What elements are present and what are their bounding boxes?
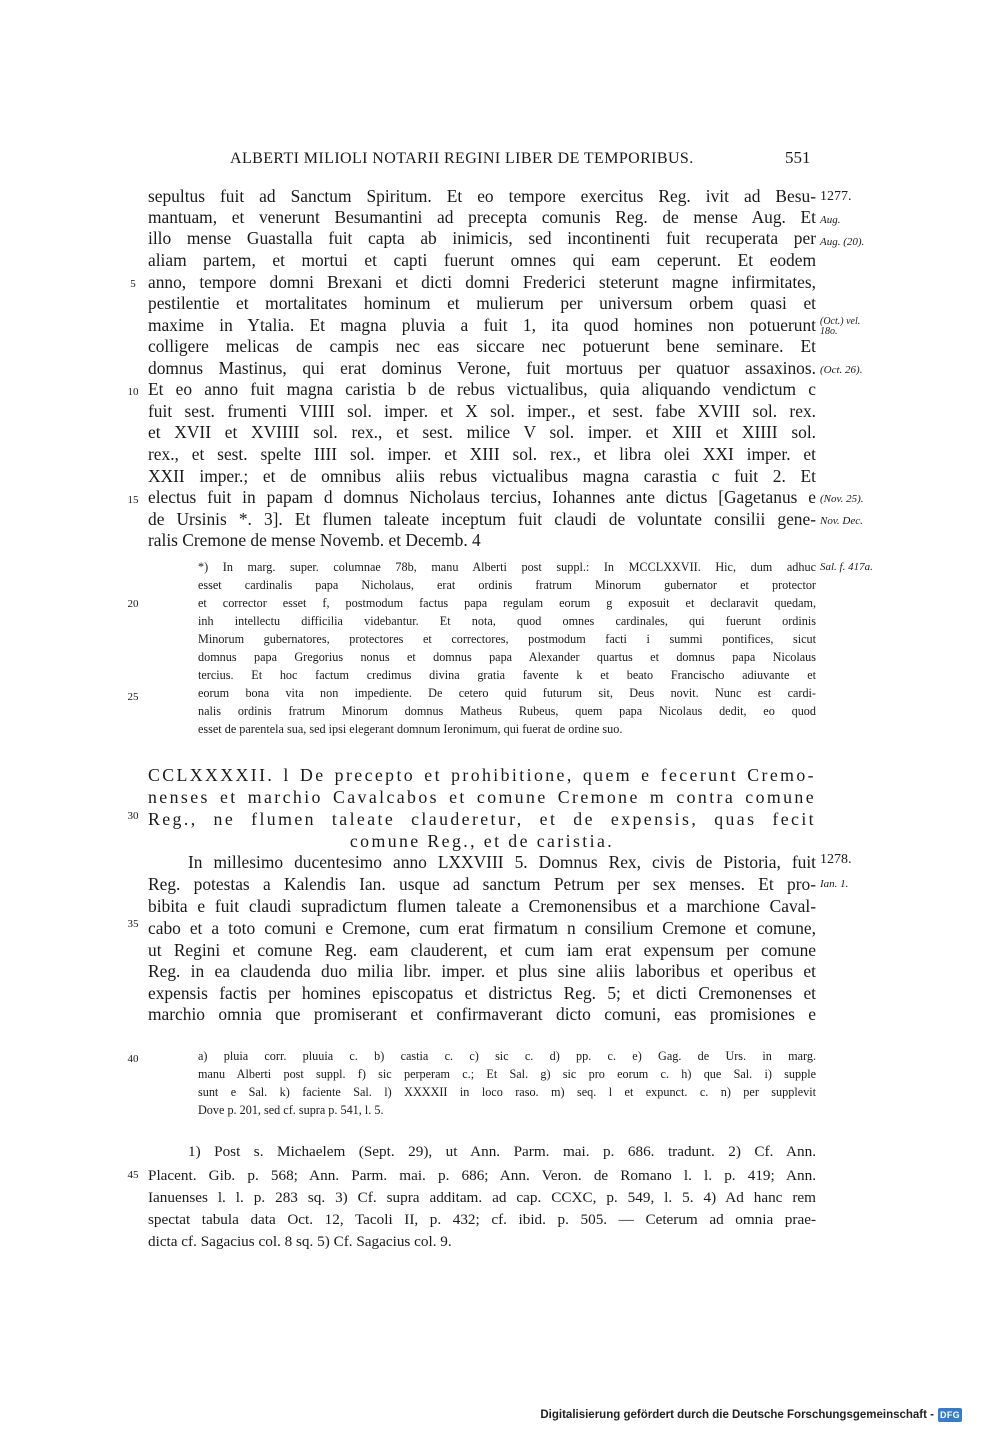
addition-line: inh intellectu difficilia videbantur. Et nota, quod omnes cardinales, qui fuerunt ordinis: [198, 614, 816, 628]
text-line: de Ursinis *. 3]. Et flumen taleate inceptum fuit claudi de voluntate consilii gene-: [148, 509, 816, 529]
text-line: cabo et a toto comuni e Cremone, cum erat firmatum n consilium Cremone et comune,: [148, 918, 816, 938]
addition-line: esset de parentela sua, sed ipsi elegerant domnum Ieronimum, qui fuerat de ordine suo.: [198, 722, 623, 736]
dfg-logo: DFG: [938, 1408, 962, 1422]
addition-line: domnus papa Gregorius nonus et domnus papa Alexander quartus et domnus papa Nicolaus: [198, 650, 816, 664]
running-header: ALBERTI MILIOLI NOTARII REGINI LIBER DE TEMPORIBUS.: [230, 150, 694, 167]
critical-note: manu Alberti post suppl. f) sic perperam c.; Et Sal. g) sic pro eorum c. h) que Sal. i) supple: [198, 1067, 816, 1081]
text-line: Reg. in ea claudenda duo milia libr. imper. et plus sine aliis laboribus et operibus et: [148, 961, 816, 981]
text-line: domnus Mastinus, qui erat dominus Verone, fuit mortuus per quatuor assaxinos.: [148, 358, 816, 378]
addition-line: et corrector esset f, postmodum factus papa regulam eorum g exposuit et declaravit quedam,: [198, 596, 816, 610]
text-line: electus fuit in papam d domnus Nicholaus tercius, Iohannes ante dictus [Gagetanus e: [148, 487, 816, 507]
line-number: 40: [127, 1053, 139, 1065]
addition-line: nalis ordinis fratrum Minorum domnus Matheus Rubeus, quem papa Nicolaus dedit, eo quod: [198, 704, 816, 718]
chapter-heading: Reg., ne flumen taleate clauderetur, et de expensis, quas fecit: [148, 809, 816, 829]
chapter-heading: CCLXXXXII. l De precepto et prohibitione, quem e fecerunt Cremo-: [148, 765, 816, 785]
text-line: aliam partem, et mortui et capti fuerunt omnes qui eam ceperunt. Et eodem: [148, 250, 816, 270]
text-line: pestilentie et mortalitates hominum et mulierum per universum orbem quasi et: [148, 293, 816, 313]
margin-ref: Sal. f. 417a.: [820, 561, 873, 573]
text-line: Reg. potestas a Kalendis Ian. usque ad sanctum Petrum per sex menses. Et pro-: [148, 874, 816, 894]
line-number: 5: [130, 278, 136, 290]
credit-text: Digitalisierung gefördert durch die Deutsche Forschungsgemeinschaft -: [540, 1409, 934, 1421]
text-line: marchio omnia que promiserant et confirmaverant dicto comuni, eas promisiones e: [148, 1004, 816, 1024]
margin-year: 1277.: [820, 189, 852, 204]
text-line: sepultus fuit ad Sanctum Spiritum. Et eo tempore exercitus Reg. ivit ad Besu-: [148, 186, 816, 206]
line-number: 20: [127, 598, 139, 610]
chapter-heading: comune Reg., et de caristia.: [349, 831, 615, 851]
text-line: et XVII et XVIIII sol. rex., et sest. milice V sol. imper. et XIII et XIIII sol.: [148, 422, 816, 442]
addition-line: tercius. Et hoc factum credimus divina gratia favente k et beato Francischo adiuvante et: [198, 668, 816, 682]
page-number: 551: [785, 148, 811, 167]
source-note: Placent. Gib. p. 568; Ann. Parm. mai. p. 686; Ann. Veron. de Romano l. l. p. 419; Ann.: [148, 1167, 816, 1184]
text-line: maxime in Ytalia. Et magna pluvia a fuit 1, ita quod homines non potuerunt: [148, 315, 816, 335]
critical-note: Dove p. 201, sed cf. supra p. 541, l. 5.: [198, 1103, 384, 1117]
critical-note: sunt e Sal. k) faciente Sal. l) XXXXII in loco raso. m) seq. l et expunct. c. n) per supplevit: [198, 1085, 816, 1099]
text-line: illo mense Guastalla fuit capta ab inimicis, sed incontinenti fuit recuperata per: [148, 228, 816, 248]
source-note: dicta cf. Sagacius col. 8 sq. 5) Cf. Sagacius col. 9.: [148, 1233, 452, 1250]
text-line: expensis factis per homines episcopatus et districtus Reg. 5; et dicti Cremonenses et: [148, 983, 816, 1003]
text-line: XXII imper.; et de omnibus aliis rebus victualibus magna carastia c fuit 2. Et: [148, 466, 816, 486]
line-number: 15: [127, 494, 139, 506]
text-line: anno, tempore domni Brexani et dicti domni Frederici steterunt magne infirmitates,: [148, 272, 816, 292]
margin-year: 1278.: [820, 852, 852, 867]
addition-line: *) In marg. super. columnae 78b, manu Alberti post suppl.: In MCCLXXVII. Hic, dum adhuc: [198, 560, 816, 574]
text-line: In millesimo ducentesimo anno LXXVIII 5. Domnus Rex, civis de Pistoria, fuit: [188, 852, 816, 872]
text-line: ut Regini et comune Reg. eam clauderent, et cum iam erat expensum per comune: [148, 940, 816, 960]
text-line: rex., et sest. spelte IIII sol. imper. et XIII sol. rex., et libra olei XXI imper. et: [148, 444, 816, 464]
addition-line: eorum bona vita non impediente. De cetero quid futurum sit, Deus novit. Nunc est cardi-: [198, 686, 816, 700]
digitization-credit: [540, 1408, 962, 1422]
margin-date: Aug. (20).: [820, 236, 865, 248]
chapter-heading: nenses et marchio Cavalcabos et comune Cremone m contra comune: [148, 787, 816, 807]
text-line: fuit sest. frumenti VIIII sol. imper. et X sol. imper., et sest. fabe XVIII sol. rex.: [148, 401, 816, 421]
margin-date: Ian. 1.: [820, 878, 849, 890]
source-note: spectat tabula data Oct. 12, Tacoli II, p. 432; cf. ibid. p. 505. — Ceterum ad omnia prae-: [148, 1211, 816, 1228]
margin-date: Aug.: [820, 214, 841, 226]
text-line: ralis Cremone de mense Novemb. et Decemb. 4: [148, 530, 481, 550]
text-line: colligere melicas de campis nec eas siccare nec potuerunt bene seminare. Et: [148, 336, 816, 356]
line-number: 45: [127, 1169, 139, 1181]
text-line: mantuam, et venerunt Besumantini ad precepta comunis Reg. de mense Aug. Et: [148, 207, 816, 227]
line-number: 30: [127, 810, 139, 822]
margin-date: (Oct. 26).: [820, 364, 863, 376]
text-line: Et eo anno fuit magna caristia b de rebus victualibus, quia aliquando vendictum c: [148, 379, 816, 399]
addition-line: esset cardinalis papa Nicholaus, erat ordinis fratrum Minorum gubernator et protector: [198, 578, 816, 592]
line-number: 25: [127, 691, 139, 703]
margin-date: (Nov. 25).: [820, 493, 864, 505]
line-number: 35: [127, 918, 139, 930]
text-line: bibita e fuit claudi supradictum flumen taleate a Cremonensibus et a marchione Caval-: [148, 896, 816, 916]
addition-line: Minorum gubernatores, protectores et correctores, postmodum facti i summi pontifices, sicut: [198, 632, 816, 646]
line-number: 10: [127, 386, 139, 398]
critical-note: a) pluia corr. pluuia c. b) castia c. c) sic c. d) pp. c. e) Gag. de Urs. in marg.: [198, 1049, 816, 1063]
source-note: Ianuenses l. l. p. 283 sq. 3) Cf. supra additam. ad cap. CCXC, p. 549, l. 5. 4) Ad hanc rem: [148, 1189, 816, 1206]
margin-date: Nov. Dec.: [820, 515, 863, 527]
margin-date: (Oct.) vel. 18o.: [820, 316, 861, 337]
source-note: 1) Post s. Michaelem (Sept. 29), ut Ann. Parm. mai. p. 686. tradunt. 2) Cf. Ann.: [188, 1143, 816, 1160]
